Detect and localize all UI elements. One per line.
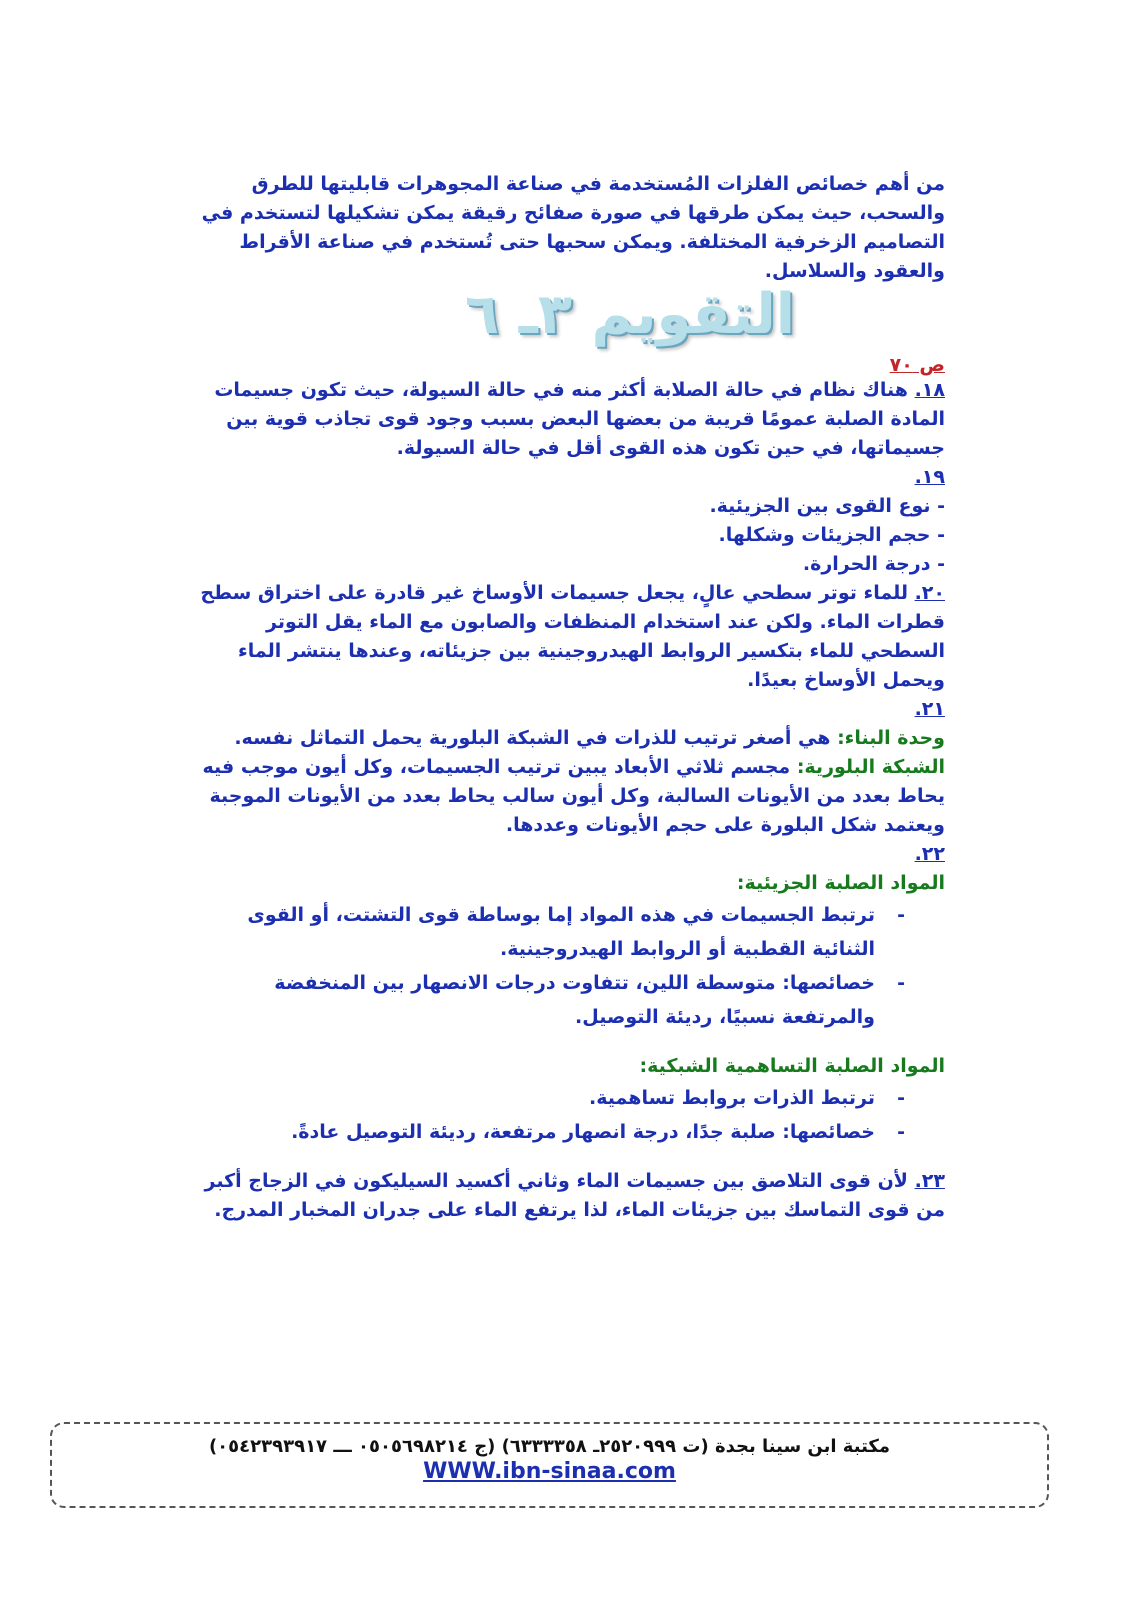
section-title: التقويم ٣ـ ٦ (465, 282, 795, 347)
list-item: - نوع القوى بين الجزيئية. (709, 495, 945, 517)
list-item: - حجم الجزيئات وشكلها. (718, 524, 945, 546)
section-title-wrap (195, 282, 945, 362)
question-23 (195, 1167, 945, 1225)
list-item: - خصائصها: متوسطة اللين، تتفاوت درجات الانصهار بين المنخفضة والمرتفعة نسبيًا، رديئة التوصيل. (274, 972, 905, 1028)
network-solids-list (195, 1081, 945, 1149)
question-20 (195, 579, 945, 695)
question-22-number (195, 840, 945, 869)
question-18 (195, 376, 945, 463)
molecular-solids-heading: المواد الصلبة الجزيئية: (736, 872, 945, 894)
question-number: ٢٣. (914, 1170, 945, 1192)
website-link[interactable]: WWW.ibn-sinaa.com (423, 1459, 676, 1484)
network-solids-heading: المواد الصلبة التساهمية الشبكية: (639, 1055, 945, 1077)
answer-text: هناك نظام في حالة الصلابة أكثر منه في حالة السيولة، حيث تكون جسيمات المادة الصلبة عمومًا قريبة من بعضها البعض بسبب وجود قوى تجاذب قوية بين جسيماتها، في حين تكون هذه القوى أقل في حالة السيولة. (214, 379, 945, 459)
footer-contact: مكتبة ابن سينا بجدة (ت ٢٥٢٠٩٩٩ـ ٦٣٣٣٣٥٨) (ج ٠٥٠٥٦٩٨٢١٤ ـــ ٠٥٤٢٣٩٣٩١٧) (208, 1436, 891, 1457)
term-label: وحدة البناء: (837, 727, 945, 749)
molecular-solids-list (195, 898, 945, 1034)
list-item: - ترتبط الذرات بروابط تساهمية. (589, 1087, 905, 1109)
question-19-number (195, 463, 945, 492)
page-reference: ص ٧٠ (889, 354, 945, 376)
answer-text: للماء توتر سطحي عالٍ، يجعل جسيمات الأوساخ غير قادرة على اختراق سطح قطرات الماء. ولكن عند استخدام المنظفات والصابون مع الماء يقل التوتر السطحي للماء بتكسير الروابط الهيدروجينية بين جزيئاته، وعندها ينتشر الماء ويحمل الأوساخ بعيدًا. (200, 582, 945, 691)
question-number: ٢١. (914, 698, 945, 720)
page-content (195, 170, 945, 1225)
question-21-number (195, 695, 945, 724)
list-item: - خصائصها: صلبة جدًا، درجة انصهار مرتفعة، رديئة التوصيل عادةً. (291, 1121, 905, 1143)
definition-text: مجسم ثلاثي الأبعاد يبين ترتيب الجسيمات، وكل أيون موجب فيه يحاط بعدد من الأيونات السالبة، وكل أيون سالب يحاط بعدد من الأيونات الموجبة ويعتمد شكل البلورة على حجم الأيونات وعددها. (202, 756, 945, 836)
question-number: ٢٠. (914, 582, 945, 604)
unit-cell-definition (195, 724, 945, 753)
question-number: ١٩. (914, 466, 945, 488)
list-item: - ترتبط الجسيمات في هذه المواد إما بوساطة قوى التشتت، أو القوى الثنائية القطبية أو الروابط الهيدروجينية. (247, 904, 905, 960)
question-number: ١٨. (914, 379, 945, 401)
crystal-lattice-definition (195, 753, 945, 840)
answer-text: لأن قوى التلاصق بين جسيمات الماء وثاني أكسيد السيليكون في الزجاج أكبر من قوى التماسك بين جزيئات الماء، لذا يرتفع الماء على جدران المخبار المدرج. (204, 1170, 945, 1221)
question-number: ٢٢. (914, 843, 945, 865)
footer-box (50, 1422, 1049, 1508)
question-19-list (195, 492, 945, 579)
term-label: الشبكة البلورية: (796, 756, 945, 778)
definition-text: هي أصغر ترتيب للذرات في الشبكة البلورية يحمل التماثل نفسه. (234, 727, 838, 749)
list-item: - درجة الحرارة. (802, 553, 945, 575)
intro-paragraph: من أهم خصائص الفلزات المُستخدمة في صناعة المجوهرات قابليتها للطرق والسحب، حيث يمكن طرقها في صورة صفائح رقيقة يمكن تشكيلها لتستخدم في التصاميم الزخرفية المختلفة. ويمكن سحبها حتى تُستخدم في صناعة الأقراط والعقود والسلاسل. (201, 173, 945, 282)
